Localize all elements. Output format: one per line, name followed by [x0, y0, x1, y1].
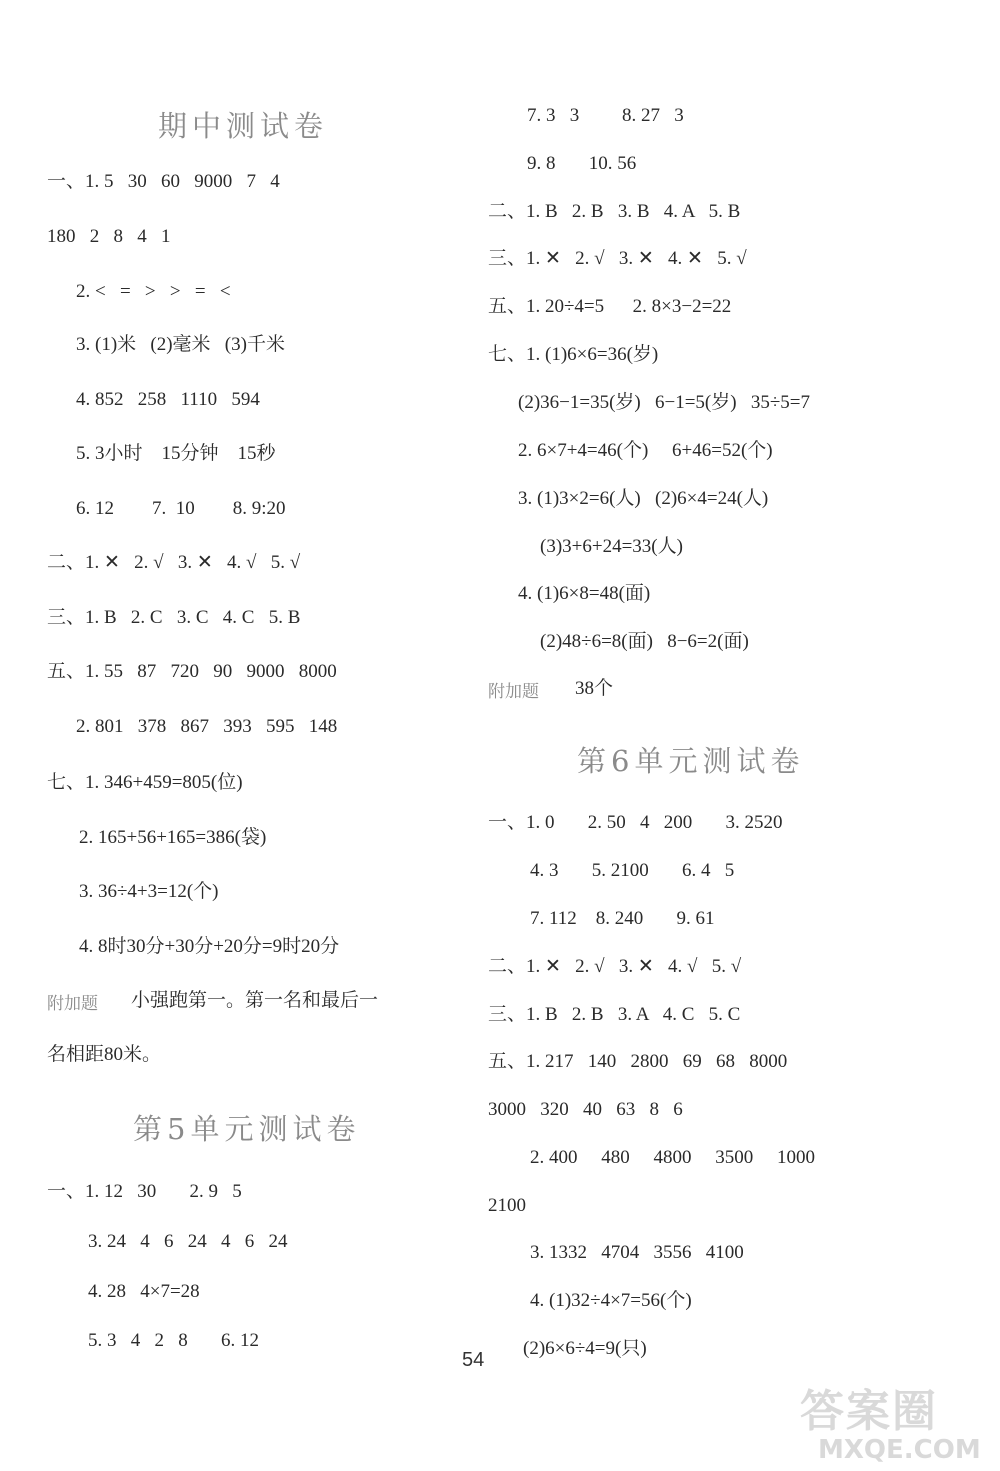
answer-line: (2)6×6÷4=9(只) [523, 1338, 647, 1359]
bonus-label: 附加题 [488, 682, 539, 701]
answer-line: 3. (1)米 (2)毫米 (3)千米 [76, 334, 285, 355]
answer-line: 三、1. ✕ 2. √ 3. ✕ 4. ✕ 5. √ [488, 248, 747, 269]
answer-line: 一、1. 0 2. 50 4 200 3. 2520 [488, 812, 783, 833]
answer-line: (2)48÷6=8(面) 8−6=2(面) [540, 631, 749, 652]
answer-line: 2. < = > > = < [76, 281, 231, 302]
answer-line: 三、1. B 2. C 3. C 4. C 5. B [47, 607, 301, 628]
answer-line: 七、1. 346+459=805(位) [47, 772, 243, 793]
answer-line: 3. 1332 4704 3556 4100 [530, 1242, 744, 1263]
answer-line: 五、1. 20÷4=5 2. 8×3−2=22 [488, 296, 732, 317]
page-number: 54 [462, 1349, 485, 1371]
unit6-title: 第6单元测试卷 [577, 744, 805, 778]
answer-line: 三、1. B 2. B 3. A 4. C 5. C [488, 1004, 741, 1025]
midterm-title: 期中测试卷 [158, 109, 329, 143]
answer-line: 2. 6×7+4=46(个) 6+46=52(个) [518, 440, 773, 461]
unit5-title: 第5单元测试卷 [133, 1112, 361, 1146]
answer-line: 3. 36÷4+3=12(个) [79, 881, 219, 902]
answer-line: 一、1. 5 30 60 9000 7 4 [47, 171, 280, 192]
answer-line: 2100 [488, 1195, 526, 1216]
answer-line: 3000 320 40 63 8 6 [488, 1099, 683, 1120]
bonus-label: 附加题 [47, 994, 98, 1013]
bonus-answer: 38个 [575, 678, 614, 699]
answer-line: 3. (1)3×2=6(人) (2)6×4=24(人) [518, 488, 769, 509]
answer-line: 7. 112 8. 240 9. 61 [530, 908, 715, 929]
answer-line: 4. 8时30分+30分+20分=9时20分 [79, 936, 340, 957]
answer-line: 7. 3 3 8. 27 3 [527, 105, 684, 126]
answer-line: 2. 165+56+165=386(袋) [79, 827, 267, 848]
right-column [480, 0, 1000, 1471]
answer-line: 4. 3 5. 2100 6. 4 5 [530, 860, 735, 881]
watermark-logo [800, 1375, 990, 1470]
watermark-title: 答案圈 [800, 1386, 938, 1437]
answer-line: 180 2 8 4 1 [47, 226, 171, 247]
answer-line: (3)3+6+24=33(人) [540, 536, 683, 557]
answer-line: 一、1. 12 30 2. 9 5 [47, 1181, 242, 1202]
answer-line: 4. 28 4×7=28 [88, 1281, 200, 1302]
answer-line: 5. 3小时 15分钟 15秒 [76, 443, 276, 464]
answer-line: 二、1. ✕ 2. √ 3. ✕ 4. √ 5. √ [47, 552, 301, 573]
answer-line: 五、1. 217 140 2800 69 68 8000 [488, 1051, 788, 1072]
answer-line: 6. 12 7. 10 8. 9:20 [76, 498, 286, 519]
answer-line: 4. 852 258 1110 594 [76, 389, 260, 410]
answer-line: 二、1. B 2. B 3. B 4. A 5. B [488, 201, 741, 222]
answer-line: 9. 8 10. 56 [527, 153, 637, 174]
watermark-url: MXQE.COM [818, 1435, 981, 1465]
bonus-answer-cont: 名相距80米。 [47, 1044, 162, 1065]
answer-line: 5. 3 4 2 8 6. 12 [88, 1330, 259, 1351]
answer-line: 二、1. ✕ 2. √ 3. ✕ 4. √ 5. √ [488, 956, 742, 977]
bonus-answer: 小强跑第一。第一名和最后一 [131, 990, 379, 1011]
answer-line: 4. (1)6×8=48(面) [518, 583, 651, 604]
answer-line: 3. 24 4 6 24 4 6 24 [88, 1231, 288, 1252]
answer-line: 4. (1)32÷4×7=56(个) [530, 1290, 692, 1311]
left-column [0, 0, 480, 1471]
answer-line: 七、1. (1)6×6=36(岁) [488, 344, 659, 365]
answer-line: 2. 400 480 4800 3500 1000 [530, 1147, 815, 1168]
answer-line: (2)36−1=35(岁) 6−1=5(岁) 35÷5=7 [518, 392, 810, 413]
answer-line: 五、1. 55 87 720 90 9000 8000 [47, 661, 337, 682]
answer-line: 2. 801 378 867 393 595 148 [76, 716, 338, 737]
